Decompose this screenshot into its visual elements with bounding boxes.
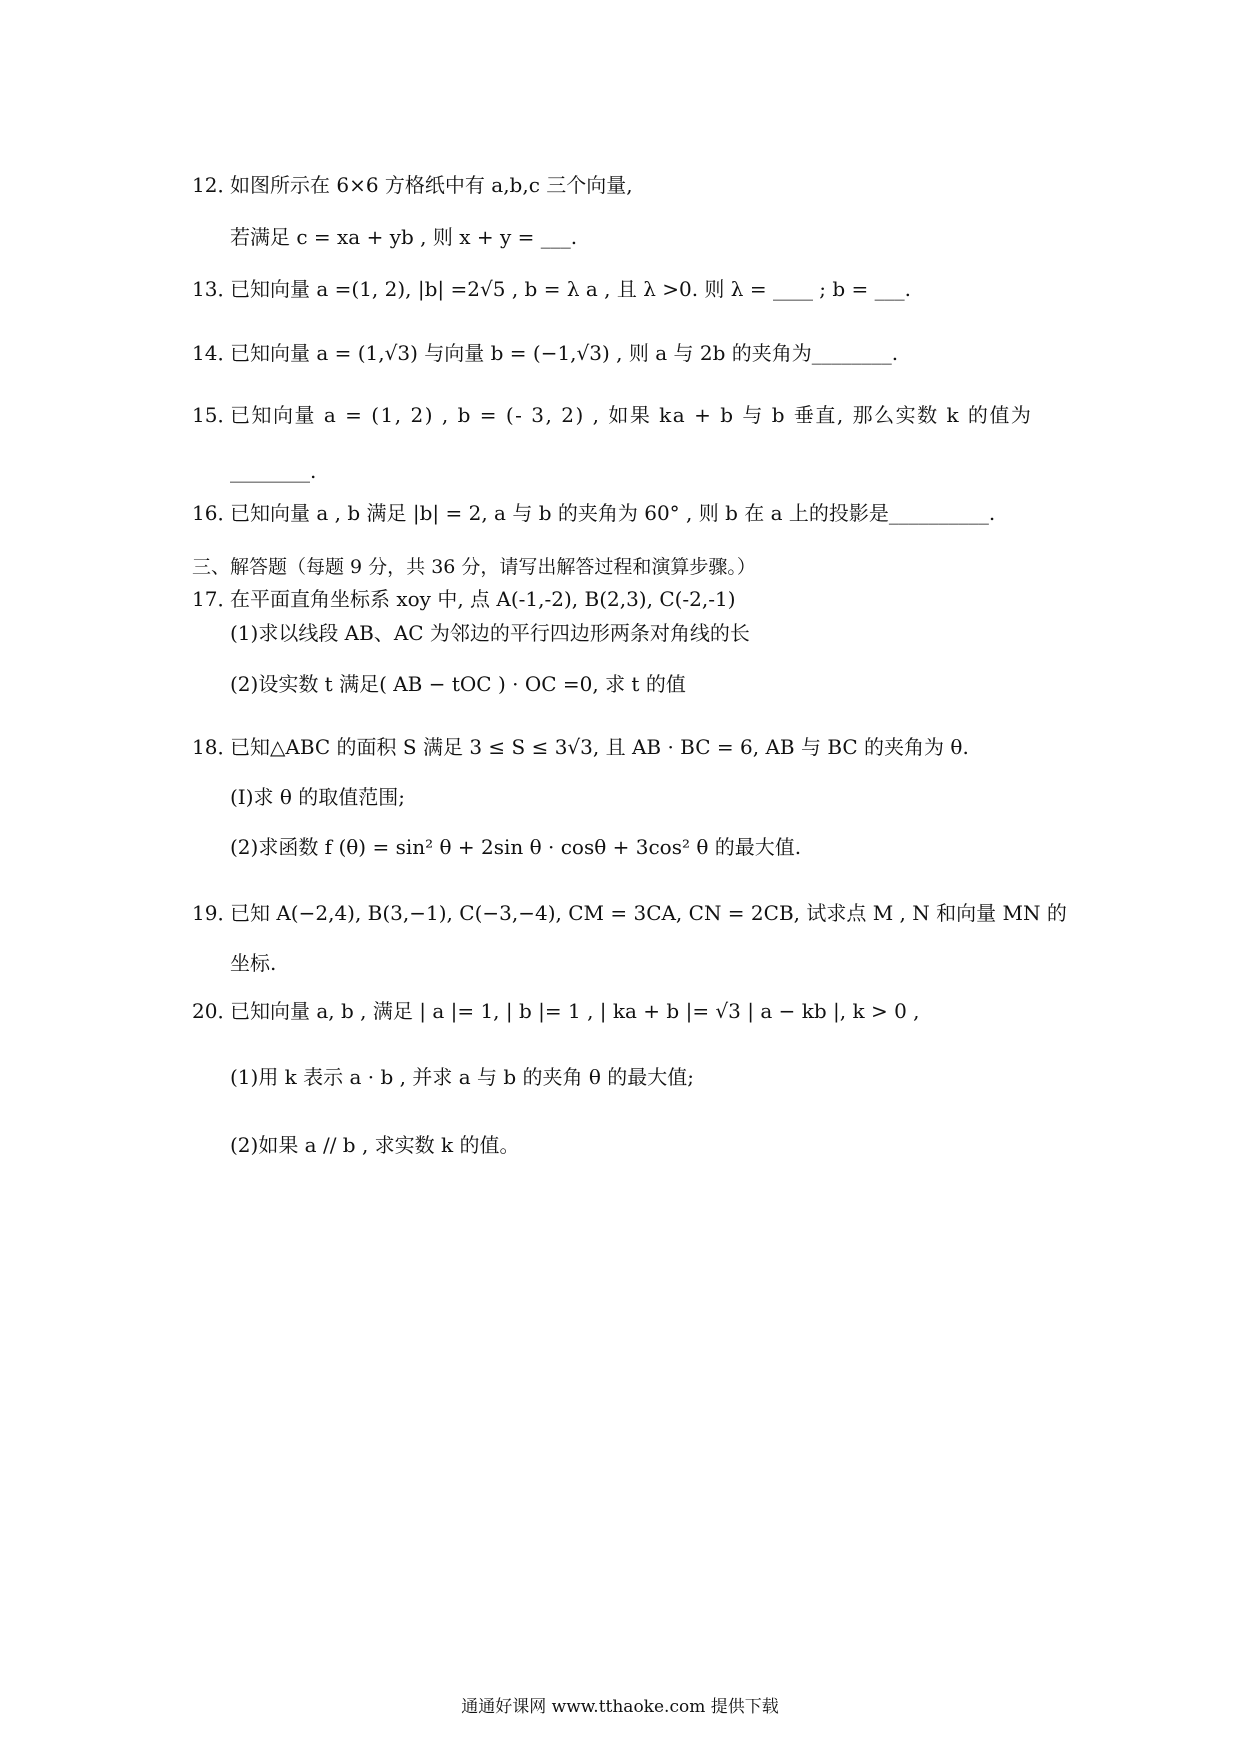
question-18-part-2: (2)求函数 f (θ) = sin² θ + 2sin θ · cosθ + 3cos² θ 的最大值. bbox=[230, 835, 802, 859]
question-text: 已知 A(−2,4), B(3,−1), C(−3,−4), CM = 3CA, CN = 2CB, 试求点 M , N 和向量 MN 的 bbox=[230, 901, 1067, 925]
question-number: 12． bbox=[192, 173, 238, 197]
question-text: 已知向量 a , b 满足 |b| = 2, a 与 b 的夹角为 60° , 则 b 在 a 上的投影是__________. bbox=[230, 501, 996, 525]
question-number: 16． bbox=[192, 501, 238, 525]
question-13 bbox=[192, 272, 911, 306]
question-16 bbox=[192, 496, 995, 530]
question-18-part-1: (I)求 θ 的取值范围; bbox=[230, 785, 405, 809]
question-number: 13． bbox=[192, 277, 238, 301]
section-heading: 三、解答题（每题 9 分，共 36 分，请写出解答过程和演算步骤。） bbox=[192, 556, 756, 578]
question-20-part-1: (1)用 k 表示 a · b , 并求 a 与 b 的夹角 θ 的最大值; bbox=[230, 1065, 695, 1089]
question-18 bbox=[192, 730, 969, 764]
question-17 bbox=[192, 582, 736, 616]
question-text: 如图所示在 6×6 方格纸中有 a,b,c 三个向量, bbox=[230, 173, 633, 197]
question-15-line2: ________. bbox=[230, 459, 317, 483]
question-number: 15． bbox=[192, 403, 238, 427]
footer-credit: 通通好课网 www.tthaoke.com 提供下载 bbox=[461, 1697, 779, 1717]
question-number: 20． bbox=[192, 999, 238, 1023]
question-text: 在平面直角坐标系 xoy 中, 点 A(-1,-2), B(2,3), C(-2,-1) bbox=[230, 587, 736, 611]
question-text: 已知向量 a = (1, 2) , b = (- 3, 2) , 如果 ka + b 与 b 垂直, 那么实数 k 的值为 bbox=[230, 403, 1033, 427]
question-number: 17． bbox=[192, 587, 238, 611]
question-15 bbox=[192, 398, 1032, 432]
question-text: 已知向量 a = (1,√3) 与向量 b = (−1,√3) , 则 a 与 2b 的夹角为________. bbox=[230, 341, 899, 365]
question-number: 19． bbox=[192, 901, 238, 925]
question-text: 已知向量 a, b , 满足 | a |= 1, | b |= 1 , | ka + b |= √3 | a − kb |, k > 0 , bbox=[230, 999, 920, 1023]
question-20-part-2: (2)如果 a // b , 求实数 k 的值。 bbox=[230, 1133, 520, 1157]
question-number: 18． bbox=[192, 735, 238, 759]
question-text: 已知△ABC 的面积 S 满足 3 ≤ S ≤ 3√3, 且 AB · BC = 6, AB 与 BC 的夹角为 θ. bbox=[230, 735, 969, 759]
question-19-line2: 坐标. bbox=[230, 951, 277, 975]
question-20 bbox=[192, 994, 920, 1028]
question-14 bbox=[192, 336, 898, 370]
question-number: 14． bbox=[192, 341, 238, 365]
question-19 bbox=[192, 896, 1067, 930]
question-17-part-2: (2)设实数 t 满足( AB − tOC ) · OC =0, 求 t 的值 bbox=[230, 672, 686, 696]
question-text: 已知向量 a =(1, 2), |b| =2√5 , b = λ a , 且 λ >0. 则 λ = ____ ; b = ___. bbox=[230, 277, 912, 301]
question-17-part-1: (1)求以线段 AB、AC 为邻边的平行四边形两条对角线的长 bbox=[230, 621, 750, 645]
question-12-line2: 若满足 c = xa + yb , 则 x + y = ___. bbox=[230, 225, 578, 249]
question-12 bbox=[192, 168, 633, 202]
